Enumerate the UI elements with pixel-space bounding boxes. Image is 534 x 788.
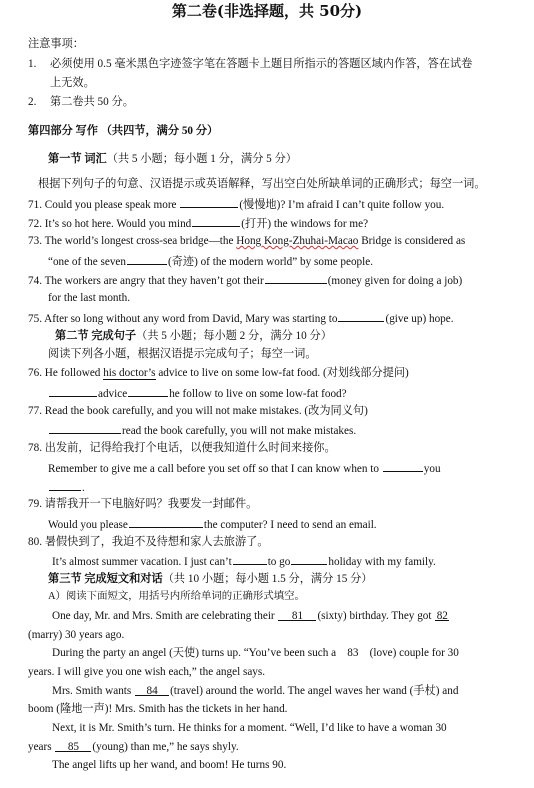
part4-heading: 第四部分 写作 （共四节，满分 50 分）	[28, 125, 219, 137]
question-78-english: Remember to give me a call before you set off so that I can know when to you	[48, 460, 441, 476]
notice-item-1-text-cont: 上无效。	[50, 77, 95, 89]
notice-item-1-number: 1.	[28, 58, 37, 70]
answer-blank-81[interactable]: 81	[278, 609, 316, 621]
question-76-cont: advice he follow to live on some low-fat food?	[48, 385, 347, 401]
answer-blank-75[interactable]	[338, 310, 384, 322]
question-74: 74. The workers are angry that they haven’t got their (money given for doing a job)	[28, 272, 462, 288]
question-72: 72. It’s so hot here. Would you mind (打开) the windows for me?	[28, 215, 368, 231]
notice-item-2-text: 第二卷共 50 分。	[50, 96, 134, 108]
answer-blank-72[interactable]	[192, 215, 240, 227]
answer-blank-71[interactable]	[180, 196, 238, 208]
question-80-english: It’s almost summer vacation. I just can’t to go holiday with my family.	[52, 553, 436, 569]
answer-blank-77[interactable]	[49, 422, 121, 434]
answer-blank-80a[interactable]	[233, 553, 267, 565]
question-75: 75. After so long without any word from David, Mary was starting to (give up) hope.	[28, 310, 454, 326]
answer-blank-79[interactable]	[129, 516, 203, 528]
section1-heading-rest: （共 5 小题；每小题 1 分，满分 5 分）	[106, 153, 297, 165]
notice-item-1-text: 必须使用 0.5 毫米黑色字迹签字笔在答题卡上题目所指示的答题区域内作答，答在试卷	[50, 58, 473, 70]
answer-number-83: 83	[347, 647, 359, 659]
section2-heading	[55, 329, 332, 343]
question-73-cont: “one of the seven (奇迹) of the modern world” by some people.	[48, 253, 373, 269]
section2-instruction: 阅读下列各小题，根据汉语提示完成句子；每空一词。	[48, 348, 317, 360]
question-78-cont: .	[48, 479, 85, 495]
section2-heading-rest: （共 5 小题；每小题 2 分，满分 10 分）	[136, 330, 332, 342]
section3-sub-a: A）阅读下面短文，用括号内所给单词的正确形式填空。	[48, 591, 305, 602]
answer-blank-74[interactable]	[265, 272, 327, 284]
question-78: 78. 出发前，记得给我打个电话，以便我知道什么时间来接你。	[28, 442, 336, 454]
answer-blank-80b[interactable]	[291, 553, 327, 565]
section1-instruction: 根据下列句子的句意、汉语提示或英语解释，写出空白处所缺单词的正确形式；每空一词。	[38, 178, 486, 190]
answer-blank-85[interactable]: 85	[55, 740, 91, 752]
answer-blank-78a[interactable]	[383, 460, 423, 472]
page-title: 第二卷(非选择题，共 50分)	[171, 2, 363, 20]
question-77: 77. Read the book carefully, and you will not make mistakes. (改为同义句)	[28, 405, 368, 417]
question-74-cont: for the last month.	[48, 292, 131, 304]
passage-line-2: During the party an angel (天使) turns up. “You’ve been such a 83 (love) couple for 30	[52, 647, 459, 659]
passage-line-3-cont: boom (隆地一声)! Mrs. Smith has the tickets in her hand.	[28, 703, 288, 715]
passage-line-1-cont: (marry) 30 years ago.	[28, 629, 125, 641]
question-73: 73. The world’s longest cross-sea bridge—the Hong Kong-Zhuhai-Macao Bridge is considered as	[28, 235, 466, 247]
question-76: 76. He followed his doctor’s advice to live on some low-fat food. (对划线部分提问)	[28, 367, 409, 379]
section2-heading-bold: 第二节 完成句子	[55, 330, 137, 342]
passage-line-4-cont: years 85 (young) than me,” he says shyly.	[28, 741, 239, 753]
answer-blank-82[interactable]: 82	[436, 610, 448, 622]
section3-heading	[48, 572, 372, 586]
question-79: 79. 请帮我开一下电脑好吗？我要发一封邮件。	[28, 498, 258, 510]
highlighted-phrase: Hong Kong-Zhuhai-Macao	[236, 235, 359, 247]
section1-heading	[48, 152, 297, 166]
section3-heading-bold: 第三节 完成短文和对话	[48, 573, 163, 585]
question-71: 71. Could you please speak more (慢慢地)? I’m afraid I can’t quite follow you.	[28, 196, 444, 212]
answer-blank-78b[interactable]	[49, 479, 81, 491]
underlined-phrase: his doctor’s	[103, 367, 156, 379]
answer-blank-76b[interactable]	[128, 385, 168, 397]
answer-blank-76a[interactable]	[49, 385, 97, 397]
section1-heading-bold: 第一节 词汇	[48, 153, 107, 165]
answer-blank-73[interactable]	[127, 253, 167, 265]
passage-line-4: Next, it is Mr. Smith’s turn. He thinks for a moment. “Well, I’d like to have a woman 30	[52, 722, 447, 734]
passage-line-1: One day, Mr. and Mrs. Smith are celebrating their 81 (sixty) birthday. They got 82	[52, 610, 448, 622]
notice-item-2-number: 2.	[28, 96, 37, 108]
question-79-english: Would you please the computer? I need to send an email.	[48, 516, 377, 532]
notice-heading: 注意事项：	[28, 38, 84, 50]
question-80: 80. 暑假快到了，我迫不及待想和家人去旅游了。	[28, 536, 269, 548]
question-77-cont: read the book carefully, you will not make mistakes.	[48, 422, 356, 438]
passage-line-2-cont: years. I will give you one wish each,” the angel says.	[28, 666, 266, 678]
answer-blank-84[interactable]: 84	[135, 684, 169, 696]
passage-line-5: The angel lifts up her wand, and boom! He turns 90.	[52, 759, 287, 771]
passage-line-3: Mrs. Smith wants 84 (travel) around the world. The angel waves her wand (手杖) and	[52, 685, 459, 697]
section3-heading-rest: （共 10 小题；每小题 1.5 分，满分 15 分）	[162, 573, 373, 585]
